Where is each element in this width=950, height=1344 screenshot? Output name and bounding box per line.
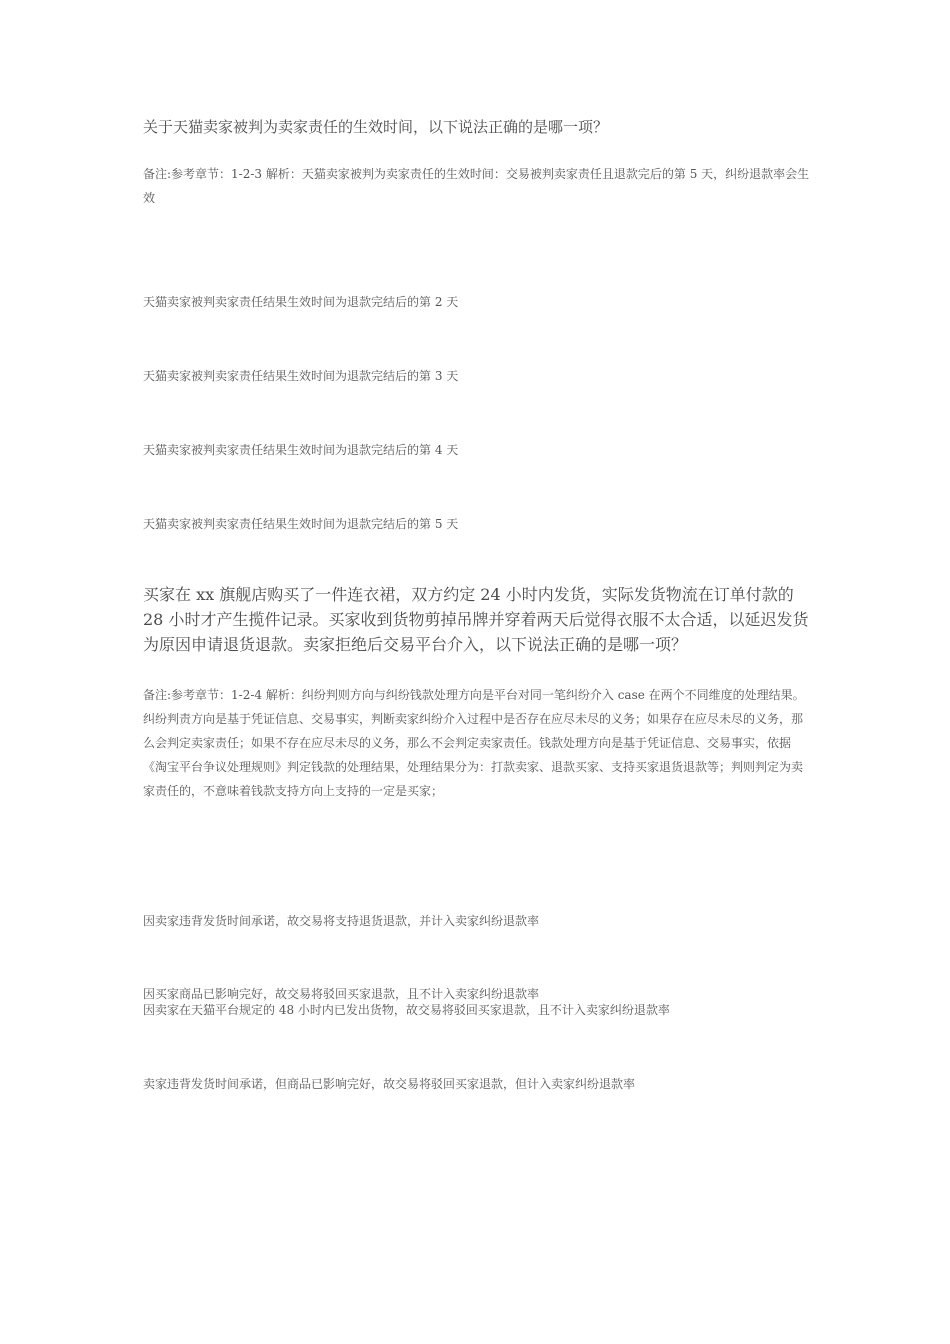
question-2-option-1: 因卖家违背发货时间承诺，故交易将支持退货退款，并计入卖家纠纷退款率 [143, 914, 540, 928]
question-2-title: 买家在 xx 旗舰店购买了一件连衣裙，双方约定 24 小时内发货，实际发货物流在订单付款的 28 小时才产生揽件记录。买家收到货物剪掉吊牌并穿着两天后觉得衣服不太合适，以延迟发货为原因申请退货退款。卖家拒绝后交易平台介入，以下说法正确的是哪一项？ [143, 585, 809, 654]
question-2-note: 备注:参考章节：1-2-4 解析：纠纷判则方向与纠纷钱款处理方向是平台对同一笔纠纷介入 case 在两个不同维度的处理结果。纠纷判责方向是基于凭证信息、交易事实，判断卖家纠纷介入过程中是否存在应尽未尽的义务；如果存在应尽未尽的义务，那么会判定卖家责任；如果不存在应尽未尽的义务，那么不会判定卖家责任。钱款处理方向是基于凭证信息、交易事实，依据《淘宝平台争议处理规则》判定钱款的处理结果，处理结果分为：打款卖家、退款买家、支持买家退货退款等；判则判定为卖家责任的，不意味着钱款支持方向上支持的一定是买家； [143, 688, 805, 798]
question-1-title: 关于天猫卖家被判为卖家责任的生效时间，以下说法正确的是哪一项？ [143, 118, 609, 136]
question-2-option-3: 因卖家在天猫平台规定的 48 小时内已发出货物，故交易将驳回买家退款，且不计入卖家纠纷退款率 [143, 1003, 670, 1017]
question-1-note: 备注:参考章节：1-2-3 解析：天猫卖家被判为卖家责任的生效时间：交易被判卖家责任且退款完后的第 5 天，纠纷退款率会生效 [143, 167, 810, 205]
question-1-option-3: 天猫卖家被判卖家责任结果生效时间为退款完结后的第 4 天 [143, 443, 459, 457]
question-2-option-4: 卖家违背发货时间承诺，但商品已影响完好，故交易将驳回买家退款，但计入卖家纠纷退款率 [143, 1077, 636, 1091]
question-1-option-1: 天猫卖家被判卖家责任结果生效时间为退款完结后的第 2 天 [143, 295, 459, 309]
question-1-option-4: 天猫卖家被判卖家责任结果生效时间为退款完结后的第 5 天 [143, 517, 459, 531]
question-2-option-2: 因买家商品已影响完好，故交易将驳回买家退款，且不计入卖家纠纷退款率 [143, 987, 540, 1001]
question-1-option-2: 天猫卖家被判卖家责任结果生效时间为退款完结后的第 3 天 [143, 369, 459, 383]
